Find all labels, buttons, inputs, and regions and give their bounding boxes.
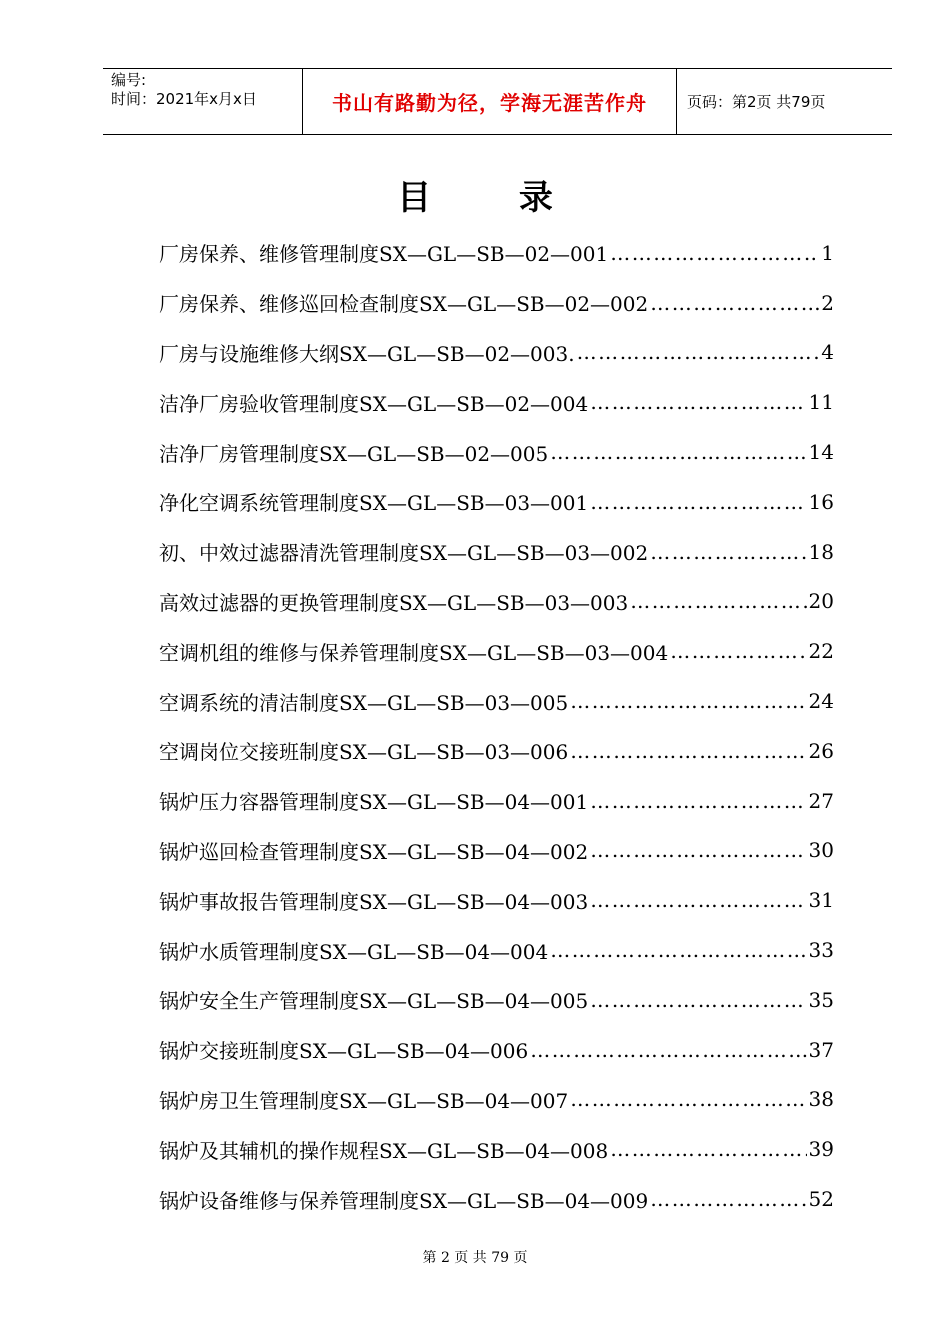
toc-entry[interactable] [159,427,834,477]
toc-entry[interactable] [159,726,834,776]
table-of-contents [159,228,834,1224]
toc-entry[interactable] [159,328,834,378]
toc-leader-dots [610,1137,806,1161]
toc-leader-dots [590,988,806,1012]
document-header [103,68,892,135]
toc-entry-page: 18 [808,539,834,564]
toc-entry-page: 37 [808,1037,834,1062]
toc-entry-title: 锅炉安全生产管理制度SX—GL—SB—04—005 [159,989,589,1014]
toc-leader-dots [570,1087,806,1111]
toc-entry[interactable] [159,925,834,975]
toc-entry-title: 厂房保养、维修管理制度SX—GL—SB—02—001 [159,242,609,267]
toc-entry-page: 52 [808,1187,834,1212]
toc-entry[interactable] [159,228,834,278]
toc-leader-dots [650,540,806,564]
header-page-label: 页码：第2页 共79页 [687,93,826,111]
toc-entry[interactable] [159,1075,834,1125]
toc-entry[interactable] [159,278,834,328]
toc-entry[interactable] [159,377,834,427]
toc-entry[interactable] [159,477,834,527]
toc-entry[interactable] [159,527,834,577]
toc-entry-title: 空调系统的清洁制度SX—GL—SB—03—005 [159,690,569,715]
toc-entry-title: 锅炉压力容器管理制度SX—GL—SB—04—001 [159,790,589,815]
toc-leader-dots [650,291,819,315]
toc-entry-page: 26 [808,738,834,763]
toc-entry-title: 厂房与设施维修大纲SX—GL—SB—02—003. [159,341,575,366]
toc-entry-page: 2 [821,290,834,315]
toc-entry-title: 锅炉交接班制度SX—GL—SB—04—006 [159,1039,529,1064]
toc-entry[interactable] [159,875,834,925]
toc-leader-dots [590,490,806,514]
document-number-label: 编号: [111,71,147,89]
toc-entry-title: 锅炉事故报告管理制度SX—GL—SB—04—003 [159,889,589,914]
toc-entry[interactable] [159,826,834,876]
toc-entry-title: 锅炉房卫生管理制度SX—GL—SB—04—007 [159,1088,569,1113]
toc-entry-title: 高效过滤器的更换管理制度SX—GL—SB—03—003 [159,590,629,615]
toc-entry[interactable] [159,1174,834,1224]
toc-entry-title: 空调机组的维修与保养管理制度SX—GL—SB—03—004 [159,640,669,665]
toc-leader-dots [590,390,806,414]
toc-entry-title: 净化空调系统管理制度SX—GL—SB—03—001 [159,491,589,516]
toc-entry-title: 洁净厂房验收管理制度SX—GL—SB—02—004 [159,391,589,416]
toc-leader-dots [590,838,806,862]
toc-entry-title: 锅炉设备维修与保养管理制度SX—GL—SB—04—009 [159,1188,649,1213]
toc-leader-dots [550,938,806,962]
toc-entry[interactable] [159,626,834,676]
toc-entry[interactable] [159,1025,834,1075]
toc-entry-title: 厂房保养、维修巡回检查制度SX—GL—SB—02—002 [159,292,649,317]
page-footer: 第 2 页 共 79 页 [422,1250,528,1266]
toc-entry-page: 30 [808,838,834,863]
toc-entry-page: 31 [808,888,834,913]
header-motto: 书山有路勤为径，学海无涯苦作舟 [303,69,677,134]
toc-entry-title: 锅炉及其辅机的操作规程SX—GL—SB—04—008 [159,1138,609,1163]
toc-leader-dots [570,739,806,763]
toc-entry-title: 初、中效过滤器清洗管理制度SX—GL—SB—03—002 [159,541,649,566]
toc-entry-page: 38 [808,1087,834,1112]
toc-entry-page: 24 [808,689,834,714]
toc-entry-page: 20 [808,589,834,614]
toc-leader-dots [590,888,806,912]
header-meta [103,69,303,134]
toc-leader-dots [670,639,806,663]
toc-leader-dots [570,689,806,713]
toc-entry-page: 27 [808,788,834,813]
toc-entry-page: 35 [808,987,834,1012]
toc-entry-title: 空调岗位交接班制度SX—GL—SB—03—006 [159,740,569,765]
toc-entry-page: 1 [821,240,834,265]
toc-entry[interactable] [159,676,834,726]
toc-leader-dots [530,1038,806,1062]
page-title: 目 录 [397,178,591,218]
toc-entry-title: 锅炉水质管理制度SX—GL—SB—04—004 [159,939,549,964]
toc-leader-dots [630,589,806,613]
toc-entry-page: 4 [821,340,834,365]
toc-leader-dots [650,1187,806,1211]
toc-entry-page: 11 [808,390,834,415]
toc-leader-dots [590,789,806,813]
toc-leader-dots [550,440,806,464]
toc-entry[interactable] [159,577,834,627]
document-date-label: 时间：2021年x月x日 [111,90,257,108]
toc-entry-page: 22 [808,639,834,664]
toc-leader-dots [610,241,819,265]
toc-entry[interactable] [159,776,834,826]
toc-entry-page: 14 [808,440,834,465]
toc-entry[interactable] [159,975,834,1025]
toc-leader-dots [577,340,820,364]
toc-entry-title: 洁净厂房管理制度SX—GL—SB—02—005 [159,441,549,466]
toc-entry[interactable] [159,1124,834,1174]
toc-entry-page: 39 [808,1137,834,1162]
toc-entry-page: 33 [808,938,834,963]
toc-entry-page: 16 [808,489,834,514]
toc-entry-title: 锅炉巡回检查管理制度SX—GL—SB—04—002 [159,839,589,864]
